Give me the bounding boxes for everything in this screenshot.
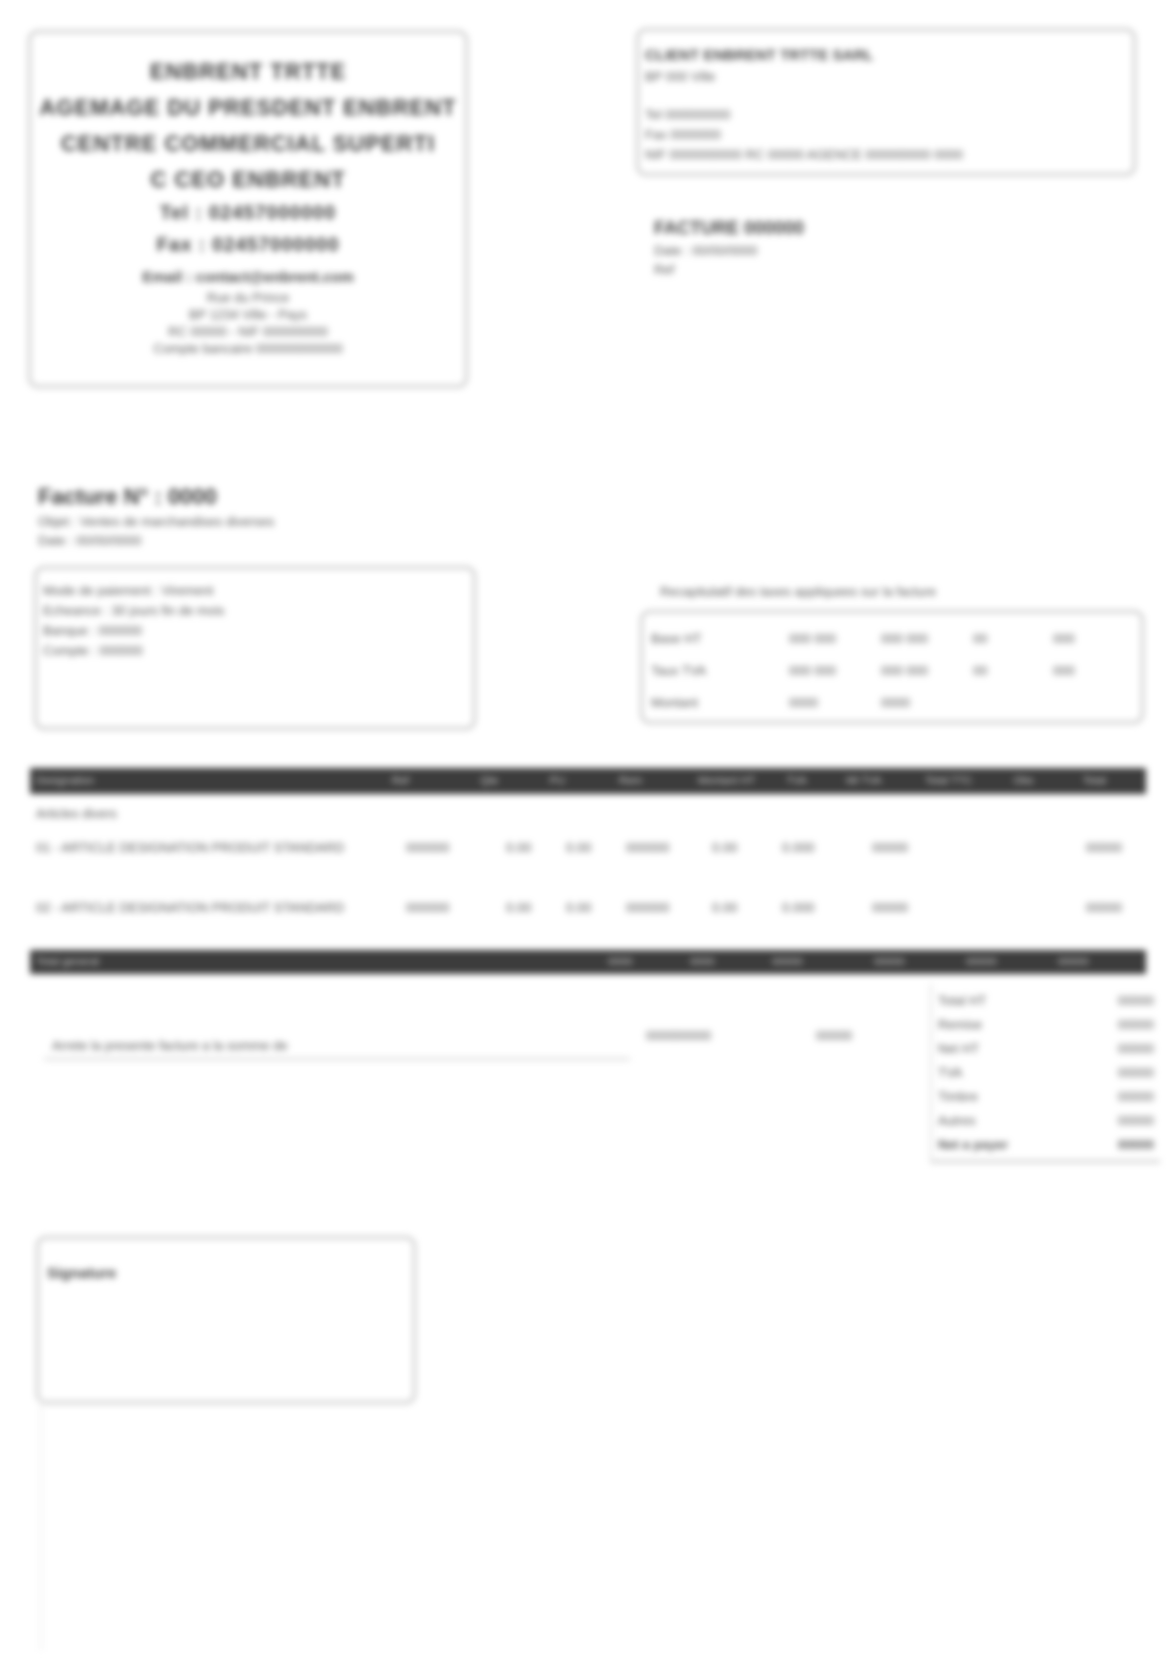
col-montant-ht: Montant HT [697,775,756,787]
tax-row1-c3: 000 000 [881,631,928,646]
invoice-title: Facture N° : 0000 [38,484,217,509]
table-group-label: Articles divers [36,806,117,821]
col-designation: Designation [36,775,95,787]
row1-rem: 000000 [626,840,670,855]
row2-ttc: 00000 [872,900,909,915]
totals-box [930,984,1160,1163]
row2-tva: 0.00 [712,900,738,915]
totals-row [938,1132,1154,1156]
totals-label-5: Timbre [938,1088,978,1104]
totals-value-7: 00000 [1117,1136,1154,1152]
client-label: CLIENT ENBRENT TRTTE SARL [645,47,874,64]
footer-v3: 00000 [772,956,803,968]
totals-row [938,988,1154,1012]
col-total-ttc: Total TTC [924,775,973,787]
tax-row3-c1: Montant [651,695,698,710]
totals-label-3: Net HT [938,1040,980,1056]
signature-box [36,1236,416,1404]
totals-label-4: TVA [938,1064,963,1080]
col-mt-tva: Mt TVA [846,775,882,787]
footer-v4: 00000 [874,956,905,968]
invoice-title-block [38,484,274,548]
totals-label-6: Autres [938,1112,976,1128]
company-address-2: BP 1234 Ville - Pays [188,307,308,322]
tax-row2-c1: Taux TVA [651,663,707,678]
company-address-1: Rue du Prince [206,290,290,305]
col-qty: Qte [480,775,499,787]
totals-label-2: Remise [938,1016,983,1032]
payment-line-1: Mode de paiement : Virement [43,583,214,598]
company-address-3: RC 00000 - NIF 000000000 [168,324,328,339]
tax-row1-c5: 000 [1053,631,1075,646]
totals-value-3: 00000 [1117,1040,1154,1056]
totals-row [938,1084,1154,1108]
totals-value-5: 00000 [1117,1088,1154,1104]
client-line3: Tel 000000000 [645,107,731,122]
totals-value-2: 00000 [1117,1016,1154,1032]
row2-mtva: 0.000 [782,900,815,915]
totals-value-6: 00000 [1117,1112,1154,1128]
col-total: Total [1082,775,1106,787]
company-fax: Fax : 02457000000 [156,235,340,256]
row1-tva: 0.00 [712,840,738,855]
company-name-line3: CENTRE COMMERCIAL SUPERTI [60,131,436,156]
row1-mtva: 0.000 [782,840,815,855]
tax-row1-c2: 000 000 [789,631,836,646]
summary-right-value: 00000 [816,1028,853,1043]
tax-caption: Recapitulatif des taxes appliquees sur la facture [660,584,937,599]
row1-ttc: 00000 [872,840,909,855]
footer-v6: 00000 [1058,956,1089,968]
tax-row3-c3: 0000 [881,695,910,710]
tax-row2-c3: 000 000 [881,663,928,678]
row1-desc: 01 - ARTICLE DESIGNATION PRODUIT STANDARD [36,840,345,855]
invoice-subtitle: Objet : Ventes de marchandises diverses [38,514,275,529]
payment-line-4: Compte : 000000 [43,643,143,658]
row1-total: 00000 [1085,840,1122,855]
company-header-box [28,30,468,388]
reference-block [654,218,804,277]
footer-v5: 00000 [966,956,997,968]
footer-label: Total general [36,956,99,968]
col-obs: Obs [1013,775,1034,787]
company-name-line1: ENBRENT TRTTE [149,59,347,84]
col-ref: Ref [391,775,410,787]
row2-pu: 0.00 [566,900,592,915]
row2-rem: 000000 [626,900,670,915]
row2-ref: 000000 [406,900,450,915]
table-row [36,840,1146,855]
row1-pu: 0.00 [566,840,592,855]
company-email: Email : contact@enbrent.com [142,269,354,286]
totals-row [938,1012,1154,1036]
row1-qty: 0.00 [506,840,532,855]
tax-row1-c1: Base HT [651,631,702,646]
margin-line [40,1400,42,1650]
items-table-footer [30,950,1146,974]
payment-line-3: Banque : 000000 [43,623,143,638]
totals-row [938,1108,1154,1132]
row2-desc: 02 - ARTICLE DESIGNATION PRODUIT STANDARD [36,900,345,915]
col-rem: Rem [619,775,643,787]
table-row [36,900,1146,915]
col-pu: PU [549,775,565,787]
tax-row1-c4: 00 [973,631,988,646]
col-tva: TVA [786,775,807,787]
signature-title: Signature [47,1265,117,1282]
totals-label-7: Net a payer [938,1136,1009,1152]
company-address-4: Compte bancaire 000000000000 [153,341,343,356]
client-box [636,28,1136,176]
totals-row [938,1036,1154,1060]
payment-box [34,566,476,730]
tax-row2-c2: 000 000 [789,663,836,678]
invoice-date: Date : 00/00/0000 [38,533,142,548]
company-name-line4: C CEO ENBRENT [150,167,346,192]
footer-v1: 0000 [608,956,633,968]
totals-row [938,1060,1154,1084]
row1-ref: 000000 [406,840,450,855]
payment-line-2: Echeance : 30 jours fin de mois [43,603,225,618]
summary-mid-value: 000000000 [646,1028,712,1043]
reference-title: FACTURE 000000 [654,218,805,238]
totals-value-4: 00000 [1117,1064,1154,1080]
company-name-line2: AGEMAGE DU PRESDENT ENBRENT [39,95,457,120]
tax-row2-c4: 00 [973,663,988,678]
summary-label: Arrete la presente facture a la somme de [52,1038,288,1053]
totals-label-1: Total HT [938,992,987,1008]
row2-qty: 0.00 [506,900,532,915]
client-line4: Fax 0000000 [645,127,721,142]
company-tel: Tel : 02457000000 [159,203,337,224]
tax-row3-c2: 0000 [789,695,818,710]
summary-underline [44,1058,630,1060]
reference-line3: Ref [654,262,675,277]
items-table-header [30,768,1146,794]
client-line2: BP 000 Ville [645,69,716,84]
tax-box [640,610,1144,724]
tax-row2-c5: 000 [1053,663,1075,678]
footer-v2: 0000 [690,956,715,968]
totals-value-1: 00000 [1117,992,1154,1008]
row2-total: 00000 [1085,900,1122,915]
client-line5: NIF 0000000000 RC 00000 AGENCE 000000000 0000 [645,147,964,162]
reference-line2: Date : 00/00/0000 [654,243,758,258]
